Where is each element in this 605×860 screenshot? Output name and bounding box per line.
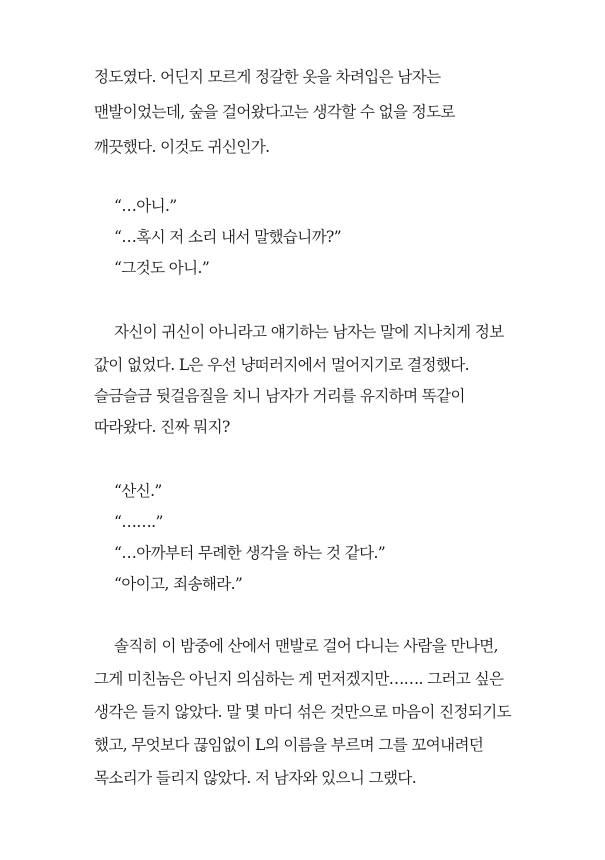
text-line: 솔직히 이 밤중에 산에서 맨발로 걸어 다니는 사람을 만나면, — [114, 637, 498, 655]
dialogue-line: “아이고, 죄송해라.” — [114, 575, 243, 593]
dialogue-line: “…….” — [114, 513, 163, 531]
text-line: 따라왔다. 진짜 뭐지? — [94, 418, 230, 436]
dialogue-line: “…혹시 저 소리 내서 말했습니까?” — [114, 228, 342, 246]
text-line: 값이 없었다. L은 우선 냥떠러지에서 멀어지기로 결정했다. — [94, 356, 469, 374]
dialogue-line: “그것도 아니.” — [114, 259, 210, 277]
text-line: 자신이 귀신이 아니라고 얘기하는 남자는 말에 지나치게 정보 — [114, 323, 504, 341]
text-line: 했고, 무엇보다 끊임없이 L의 이름을 부르며 그를 꼬여내려던 — [94, 736, 484, 754]
dialogue-line: “…아까부터 무례한 생각을 하는 것 같다.” — [114, 544, 386, 562]
dialogue-line: “…아니.” — [114, 197, 177, 215]
text-line: 맨발이었는데, 숲을 걸어왔다고는 생각할 수 없을 정도로 — [94, 103, 455, 121]
dialogue-line: “산신.” — [114, 482, 162, 500]
text-line: 정도였다. 어딘지 모르게 정갈한 옷을 차려입은 남자는 — [94, 68, 441, 86]
text-line: 생각은 들지 않았다. 말 몇 마디 섞은 것만으로 마음이 진정되기도 — [94, 703, 511, 721]
text-line: 슬금슬금 뒷걸음질을 치니 남자가 거리를 유지하며 똑같이 — [94, 387, 465, 405]
text-line: 깨끗했다. 이것도 귀신인가. — [94, 138, 270, 156]
text-line: 그게 미친놈은 아닌지 의심하는 게 먼저겠지만……. 그러고 싶은 — [94, 670, 504, 688]
text-line: 목소리가 들리지 않았다. 저 남자와 있으니 그랬다. — [94, 769, 417, 787]
